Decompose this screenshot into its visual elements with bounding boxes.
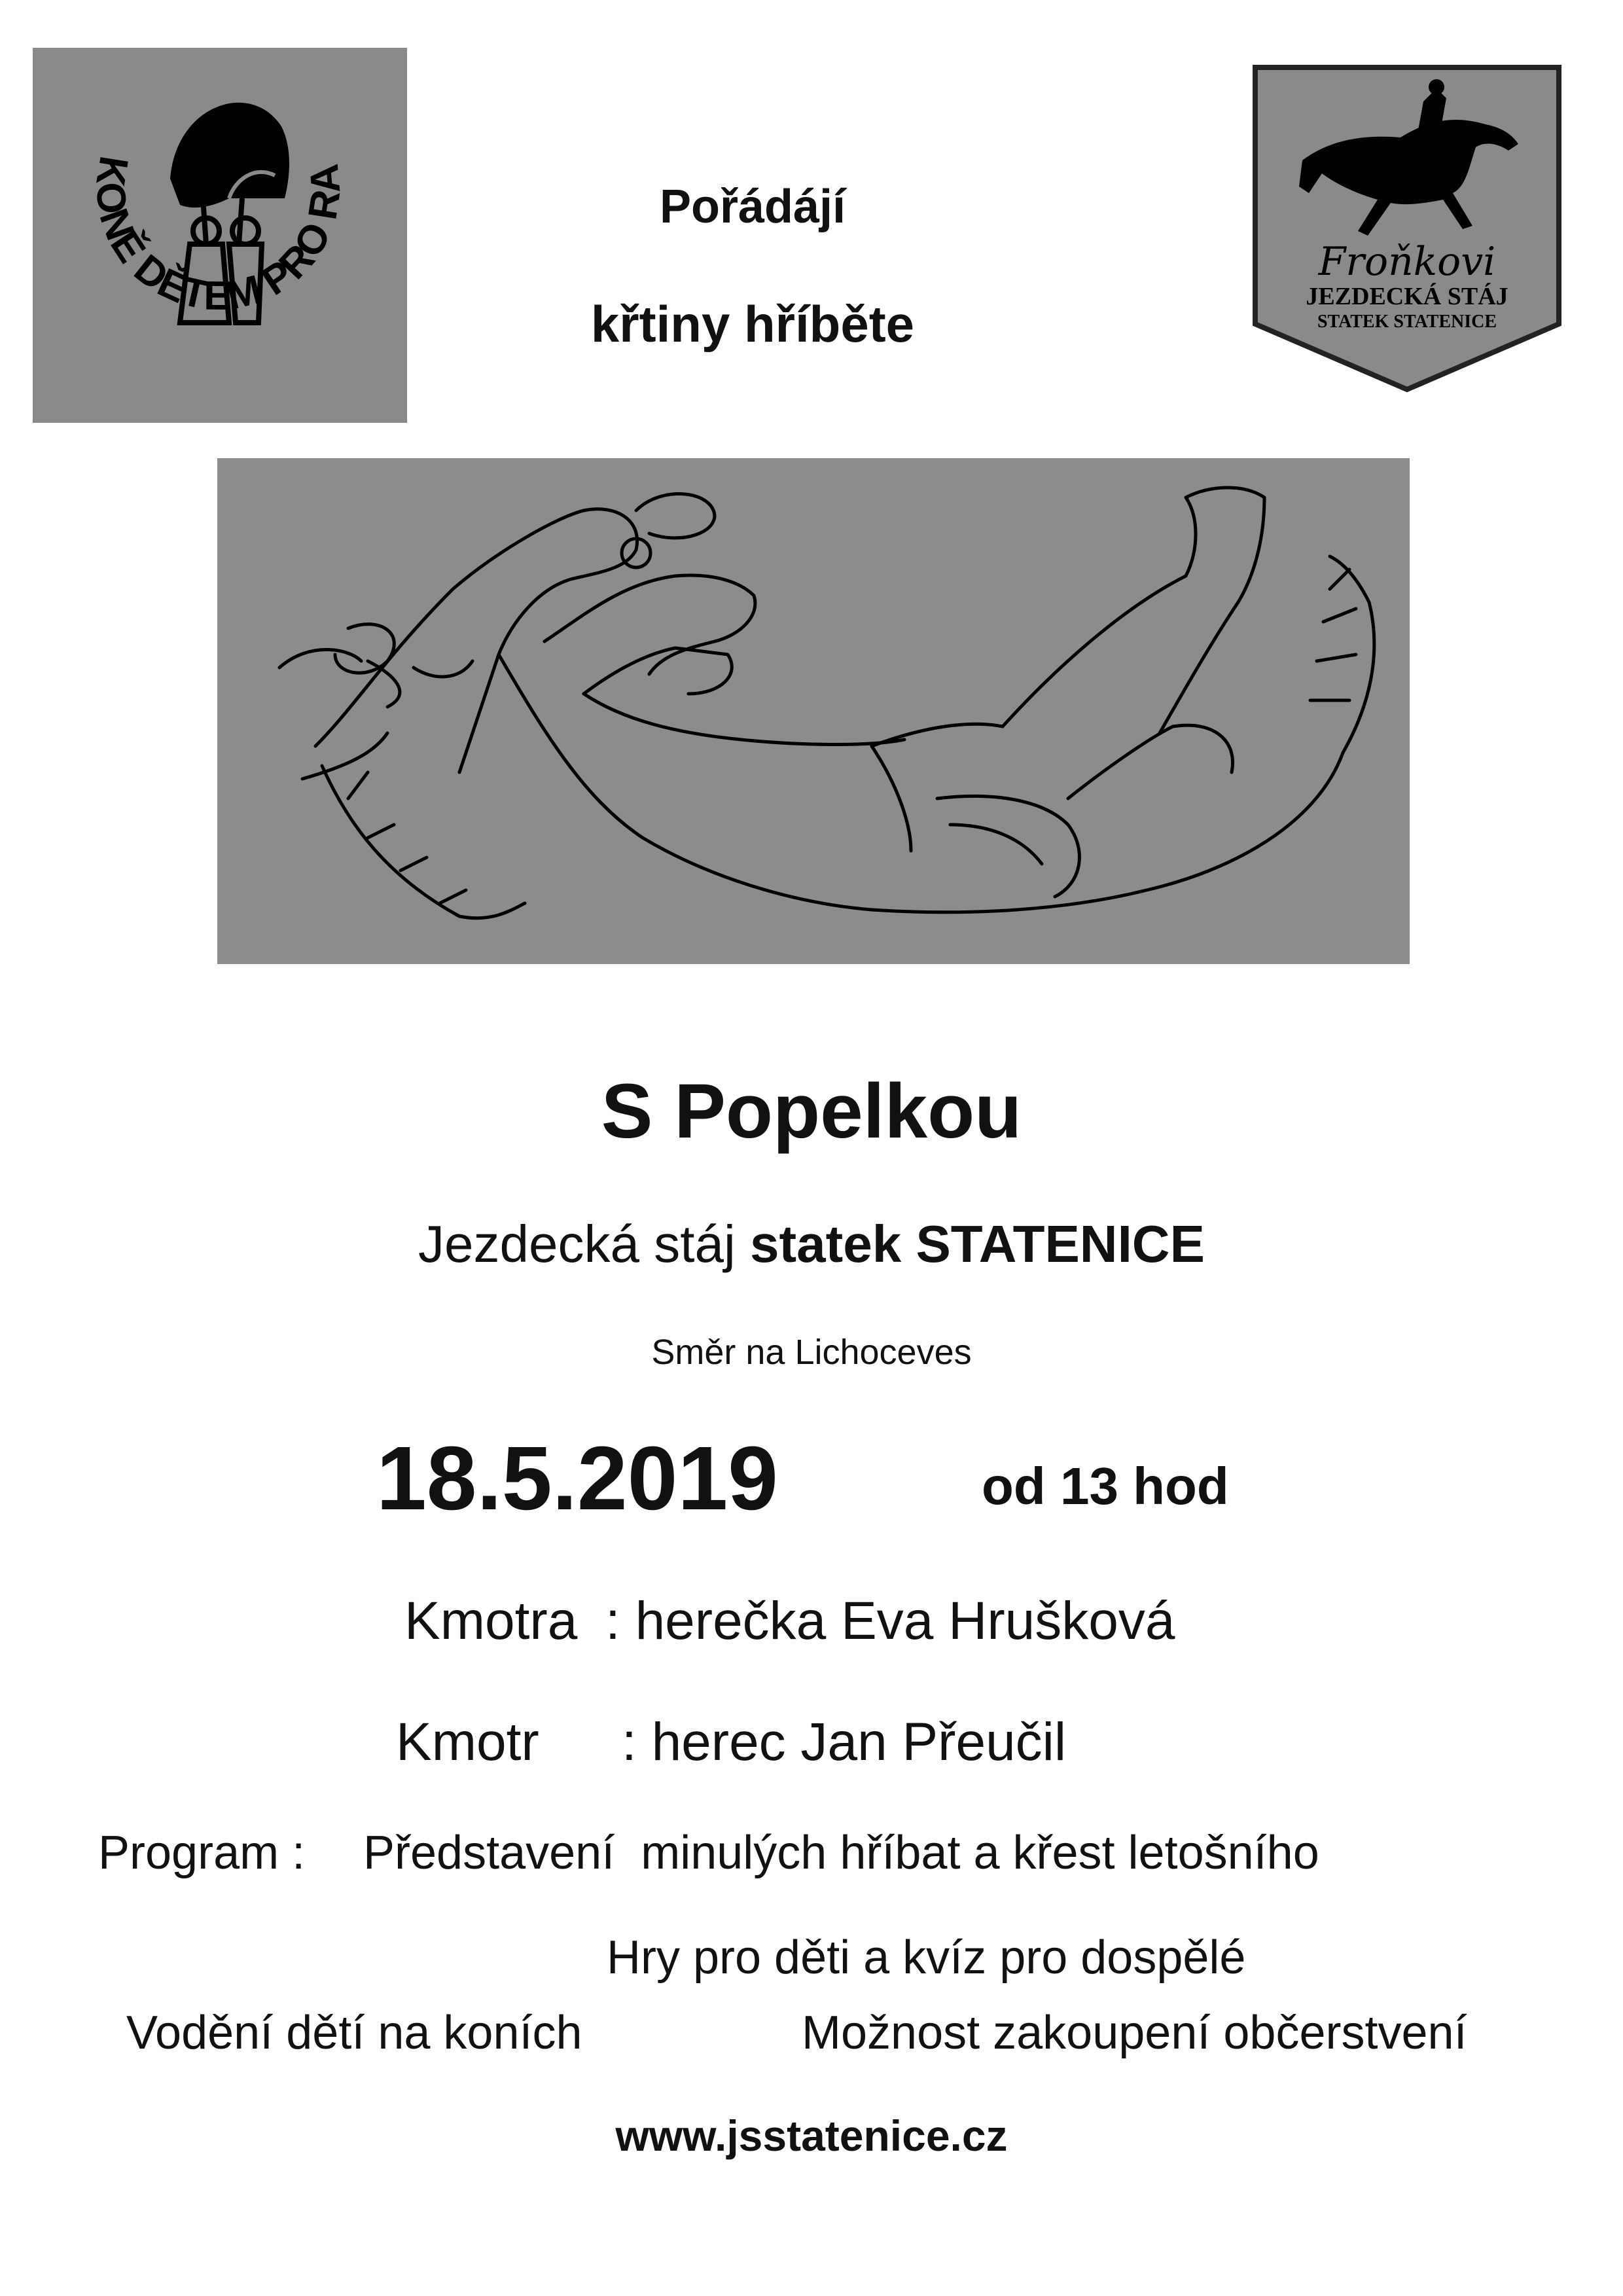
logo-right-line2: STATEK STATENICE — [1317, 312, 1497, 332]
logo-right-signature: Froňkovi — [1318, 239, 1496, 285]
direction-note: Směr na Lichoceves — [651, 1333, 972, 1372]
website-url: www.jsstatenice.cz — [615, 2111, 1008, 2160]
program-item: Hry pro děti a kvíz pro dospělé — [607, 1931, 1246, 1984]
event-date: 18.5.2019 — [376, 1428, 778, 1529]
statek-statenice-logo — [1250, 62, 1564, 396]
program-label: Program : — [98, 1827, 306, 1879]
venue-name: statek STATENICE — [749, 1215, 1205, 1273]
logo-left-text: KONĚ DĚTEM PRO RA — [86, 152, 349, 319]
horse-children-emblem-icon — [33, 48, 407, 423]
program-item: Možnost zakoupení občerstvení — [802, 2007, 1467, 2059]
venue — [0, 1214, 1623, 1274]
venue-prefix: Jezdecká stáj — [418, 1215, 750, 1273]
godfather-label: Kmotr — [396, 1712, 539, 1772]
sleeping-foal-illustration — [217, 458, 1410, 964]
godmother-label: Kmotra — [404, 1591, 578, 1651]
program-item: Vodění dětí na koních — [126, 2007, 582, 2059]
foal-lying-on-back-icon — [217, 458, 1410, 964]
program-item: Představení minulých hříbat a křest letošního — [363, 1827, 1319, 1879]
event-time: od 13 hod — [982, 1457, 1229, 1515]
organizers-heading: Pořádájí — [659, 181, 846, 233]
logo-right-line1: JEZDECKÁ STÁJ — [1306, 283, 1508, 310]
godfather-value: : herec Jan Přeučil — [622, 1712, 1067, 1772]
godmother-value: : herečka Eva Hrušková — [605, 1591, 1175, 1651]
shield-rider-icon — [1250, 62, 1564, 396]
kone-detem-logo — [33, 48, 407, 423]
foal-name: S Popelkou — [601, 1068, 1022, 1155]
event-title: křtiny hříběte — [590, 295, 915, 353]
